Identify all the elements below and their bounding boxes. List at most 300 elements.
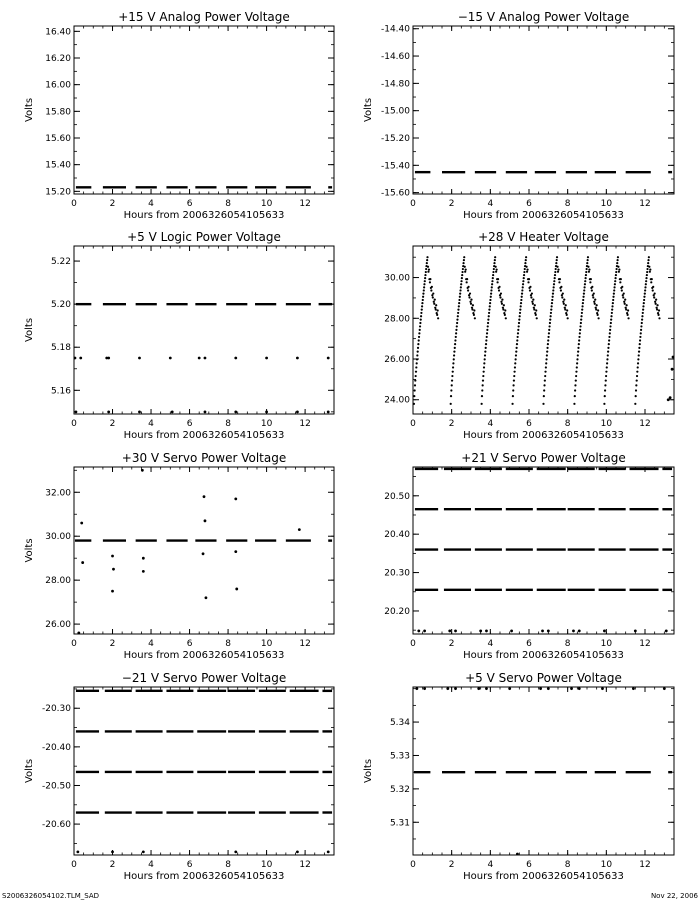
data-point — [583, 286, 585, 288]
data-point — [596, 304, 598, 306]
data-point — [460, 280, 462, 282]
y-tick-label: 5.16 — [50, 386, 71, 397]
data-point — [265, 357, 268, 360]
data-point — [542, 403, 544, 405]
data-point — [572, 630, 575, 633]
data-point — [636, 379, 638, 381]
data-point — [494, 259, 496, 261]
data-point — [434, 299, 436, 301]
data-point — [616, 262, 618, 264]
data-point — [555, 268, 557, 270]
data-point — [528, 278, 530, 280]
data-point — [427, 271, 429, 273]
data-point — [669, 396, 672, 399]
data-point — [646, 274, 648, 276]
data-point — [607, 354, 609, 356]
data-point — [459, 296, 461, 298]
x-tick-label: 2 — [109, 199, 116, 209]
data-point — [532, 299, 534, 301]
data-point — [141, 469, 144, 472]
x-tick-label: 12 — [639, 199, 651, 209]
data-point — [482, 379, 484, 381]
data-point — [435, 308, 437, 310]
data-point — [647, 259, 649, 261]
x-tick-label: 12 — [639, 860, 651, 870]
data-point — [204, 410, 207, 413]
data-point — [417, 630, 420, 633]
x-axis-label: Hours from 2006326054105633 — [463, 650, 624, 661]
data-point — [527, 281, 529, 283]
data-point — [587, 256, 589, 258]
data-point — [235, 588, 238, 591]
data-point — [523, 274, 525, 276]
data-point — [529, 289, 531, 291]
x-tick-label: 10 — [600, 860, 613, 870]
data-point — [504, 314, 506, 316]
data-point — [575, 371, 577, 373]
data-point — [522, 286, 524, 288]
data-point — [656, 307, 658, 309]
data-point — [489, 302, 491, 304]
data-point — [521, 296, 523, 298]
data-point — [576, 362, 578, 364]
data-point — [556, 266, 558, 268]
data-point — [327, 357, 330, 360]
data-point — [422, 299, 424, 301]
data-point — [512, 384, 514, 386]
x-tick-label: 6 — [186, 419, 193, 429]
y-tick-label: -15.00 — [380, 106, 410, 117]
data-point — [512, 389, 514, 391]
data-point — [454, 343, 456, 345]
chart-title: +5 V Logic Power Voltage — [127, 230, 281, 244]
data-point — [413, 403, 415, 405]
data-point — [545, 362, 547, 364]
y-tick-label: 30.00 — [384, 273, 410, 284]
data-point — [547, 630, 550, 633]
data-point — [470, 303, 472, 305]
data-point — [619, 281, 621, 283]
data-point — [486, 332, 488, 334]
data-point — [504, 309, 506, 311]
y-tick-label: 15.60 — [45, 134, 71, 144]
data-point — [459, 292, 461, 294]
data-point — [671, 368, 674, 371]
data-point — [556, 259, 558, 261]
data-point — [593, 301, 595, 303]
x-tick-label: 2 — [109, 639, 116, 649]
x-tick-label: 2 — [448, 860, 455, 870]
data-point — [489, 299, 491, 301]
data-point — [491, 283, 493, 285]
y-tick-label: 5.31 — [389, 818, 410, 829]
data-point — [418, 339, 420, 341]
y-tick-label: 32.00 — [45, 488, 71, 499]
data-point — [486, 329, 488, 331]
data-point — [551, 305, 553, 307]
data-point — [107, 410, 110, 413]
data-point — [413, 395, 415, 397]
data-point — [578, 336, 580, 338]
data-point — [431, 286, 433, 288]
data-point — [198, 357, 201, 360]
chart-panel-1 — [24, 10, 334, 221]
data-point — [487, 325, 489, 327]
x-tick-label: 2 — [448, 419, 455, 429]
data-point — [541, 630, 544, 633]
chart-panel-5 — [24, 451, 334, 661]
data-point — [515, 358, 517, 360]
data-point — [576, 358, 578, 360]
data-point — [422, 292, 424, 294]
data-point — [485, 343, 487, 345]
data-point — [489, 305, 491, 307]
data-point — [415, 371, 417, 373]
data-point — [516, 343, 518, 345]
data-point — [523, 277, 525, 279]
y-tick-label: 5.22 — [50, 257, 71, 268]
data-point — [548, 332, 550, 334]
data-point — [485, 687, 488, 690]
data-point — [469, 301, 471, 303]
data-point — [450, 395, 452, 397]
y-tick-label: 5.32 — [389, 784, 410, 795]
x-tick-label: 0 — [410, 419, 416, 429]
data-point — [464, 266, 466, 268]
data-point — [605, 379, 607, 381]
data-point — [432, 292, 434, 294]
data-point — [487, 319, 489, 321]
y-tick-label: 20.50 — [384, 491, 410, 502]
data-point — [433, 303, 435, 305]
data-point — [543, 389, 545, 391]
data-point — [418, 336, 420, 338]
data-point — [551, 302, 553, 304]
x-tick-label: 4 — [148, 860, 154, 870]
data-point — [496, 268, 498, 270]
data-point — [502, 308, 504, 310]
data-point — [560, 286, 562, 288]
data-point — [623, 301, 625, 303]
data-point — [606, 358, 608, 360]
data-point — [513, 371, 515, 373]
data-point — [457, 309, 459, 311]
data-point — [586, 268, 588, 270]
data-point — [517, 329, 519, 331]
x-tick-label: 10 — [260, 639, 273, 649]
data-point — [604, 389, 606, 391]
data-point — [612, 296, 614, 298]
data-point — [515, 354, 517, 356]
footer-file-label: S2006326054102.TLM_SAD — [2, 892, 100, 900]
data-point — [462, 262, 464, 264]
data-point — [563, 303, 565, 305]
data-point — [525, 266, 527, 268]
data-point — [547, 343, 549, 345]
data-point — [622, 296, 624, 298]
data-point — [642, 312, 644, 314]
data-point — [636, 371, 638, 373]
data-point — [523, 271, 525, 273]
data-point — [611, 309, 613, 311]
data-point — [609, 325, 611, 327]
data-point — [643, 299, 645, 301]
data-point — [642, 309, 644, 311]
footer-date-label: Nov 22, 2006 — [650, 892, 698, 900]
data-point — [648, 266, 650, 268]
data-point — [485, 347, 487, 349]
data-point — [490, 292, 492, 294]
data-point — [436, 314, 438, 316]
data-point — [616, 259, 618, 261]
y-tick-label: 20.40 — [384, 530, 410, 541]
data-point — [414, 384, 416, 386]
data-point — [594, 303, 596, 305]
data-point — [75, 410, 78, 413]
data-point — [459, 289, 461, 291]
data-point — [414, 389, 416, 391]
data-point — [499, 296, 501, 298]
data-point — [610, 322, 612, 324]
data-point — [420, 312, 422, 314]
data-point — [639, 339, 641, 341]
y-tick-label: -14.60 — [380, 52, 410, 63]
x-tick-label: 12 — [639, 419, 651, 429]
data-point — [415, 687, 418, 690]
data-point — [138, 410, 141, 413]
data-point — [644, 292, 646, 294]
y-axis-label: Volts — [24, 758, 35, 784]
data-point — [650, 281, 652, 283]
data-point — [611, 312, 613, 314]
y-tick-label: 5.20 — [50, 300, 71, 311]
x-tick-label: 8 — [225, 419, 231, 429]
data-point — [204, 519, 207, 522]
data-point — [423, 283, 425, 285]
data-point — [522, 283, 524, 285]
data-point — [501, 303, 503, 305]
data-point — [482, 384, 484, 386]
data-point — [546, 351, 548, 353]
data-point — [613, 292, 615, 294]
data-point — [112, 568, 115, 571]
data-point — [561, 296, 563, 298]
data-point — [627, 314, 629, 316]
data-point — [550, 312, 552, 314]
data-point — [584, 280, 586, 282]
data-point — [521, 289, 523, 291]
data-point — [655, 303, 657, 305]
x-tick-label: 8 — [564, 860, 571, 870]
data-point — [588, 268, 590, 270]
data-point — [603, 630, 606, 633]
data-point — [510, 630, 513, 633]
y-tick-label: 5.34 — [389, 718, 410, 729]
data-point — [435, 304, 437, 306]
x-tick-label: 6 — [526, 860, 532, 870]
data-point — [500, 292, 502, 294]
data-point — [446, 687, 449, 690]
y-tick-label: 26.00 — [45, 620, 71, 631]
x-axis-label: Hours from 2006326054105633 — [123, 650, 285, 661]
data-point — [625, 308, 627, 310]
data-point — [608, 336, 610, 338]
data-point — [513, 375, 515, 377]
data-point — [548, 329, 550, 331]
x-tick-label: 4 — [487, 860, 494, 870]
chart-panel-7 — [24, 671, 334, 882]
data-point — [526, 271, 528, 273]
y-axis-label: Volts — [24, 538, 35, 563]
data-point — [512, 395, 514, 397]
data-point — [417, 351, 419, 353]
data-point — [646, 271, 648, 273]
data-point — [298, 528, 301, 531]
data-point — [455, 332, 457, 334]
data-point — [544, 375, 546, 377]
data-point — [502, 307, 504, 309]
data-point — [543, 395, 545, 397]
data-point — [452, 366, 454, 368]
x-tick-label: 8 — [564, 199, 571, 209]
data-point — [421, 309, 423, 311]
data-point — [77, 632, 80, 635]
data-point — [427, 266, 429, 268]
data-point — [513, 379, 515, 381]
data-point — [581, 312, 583, 314]
data-point — [432, 296, 434, 298]
data-point — [546, 347, 548, 349]
data-point — [636, 375, 638, 377]
data-point — [481, 403, 483, 405]
data-point — [604, 395, 606, 397]
data-point — [460, 286, 462, 288]
data-point — [485, 630, 488, 633]
data-point — [503, 304, 505, 306]
data-point — [483, 362, 485, 364]
data-point — [613, 286, 615, 288]
data-point — [637, 362, 639, 364]
data-point — [552, 296, 554, 298]
data-point — [470, 299, 472, 301]
plot-frame — [74, 26, 334, 194]
data-point — [635, 389, 637, 391]
data-point — [605, 375, 607, 377]
data-point — [296, 410, 299, 413]
x-tick-label: 2 — [448, 639, 455, 649]
data-point — [547, 687, 550, 690]
data-point — [651, 278, 653, 280]
data-point — [545, 366, 547, 368]
data-point — [454, 630, 457, 633]
y-tick-label: -20.60 — [41, 820, 71, 831]
data-point — [490, 296, 492, 298]
data-point — [643, 302, 645, 304]
data-point — [554, 274, 556, 276]
data-point — [576, 366, 578, 368]
chart-title: −21 V Servo Power Voltage — [121, 671, 287, 685]
data-point — [654, 301, 656, 303]
x-tick-label: 6 — [526, 419, 532, 429]
data-point — [597, 314, 599, 316]
data-point — [566, 314, 568, 316]
y-axis-label: Volts — [363, 758, 374, 784]
data-point — [549, 319, 551, 321]
data-point — [419, 329, 421, 331]
data-point — [462, 268, 464, 270]
data-point — [461, 274, 463, 276]
x-tick-label: 4 — [148, 639, 154, 649]
y-tick-label: -14.80 — [380, 79, 410, 90]
data-point — [612, 299, 614, 301]
y-tick-label: 16.20 — [45, 54, 71, 64]
data-point — [453, 351, 455, 353]
x-tick-label: 4 — [148, 199, 154, 209]
data-point — [608, 339, 610, 341]
data-point — [551, 299, 553, 301]
data-point — [76, 851, 79, 854]
data-point — [564, 308, 566, 310]
data-point — [426, 256, 428, 258]
data-point — [617, 266, 619, 268]
data-point — [644, 289, 646, 291]
data-point — [614, 280, 616, 282]
data-point — [520, 305, 522, 307]
data-point — [531, 301, 533, 303]
x-tick-label: 10 — [600, 639, 613, 649]
data-point — [554, 277, 556, 279]
data-point — [587, 266, 589, 268]
data-point — [574, 395, 576, 397]
y-tick-label: 28.00 — [384, 314, 410, 325]
data-point — [535, 314, 537, 316]
data-point — [587, 259, 589, 261]
data-point — [625, 307, 627, 309]
data-point — [505, 317, 507, 319]
data-point — [486, 336, 488, 338]
data-point — [414, 379, 416, 381]
x-tick-label: 12 — [639, 639, 651, 649]
data-point — [80, 522, 83, 525]
data-layer — [74, 304, 333, 413]
data-point — [560, 289, 562, 291]
y-tick-label: 30.00 — [45, 532, 71, 543]
data-point — [536, 317, 538, 319]
data-point — [204, 357, 207, 360]
data-point — [612, 302, 614, 304]
data-point — [492, 277, 494, 279]
x-tick-label: 6 — [526, 639, 532, 649]
data-point — [518, 322, 520, 324]
data-point — [423, 289, 425, 291]
data-point — [550, 315, 552, 317]
data-point — [640, 329, 642, 331]
data-point — [429, 281, 431, 283]
data-point — [517, 332, 519, 334]
plot-frame — [74, 467, 334, 634]
data-point — [482, 375, 484, 377]
data-point — [570, 687, 573, 690]
data-point — [547, 336, 549, 338]
data-point — [421, 302, 423, 304]
x-tick-label: 10 — [260, 860, 273, 870]
data-point — [549, 322, 551, 324]
y-tick-label: 28.00 — [45, 576, 71, 587]
data-point — [454, 347, 456, 349]
data-point — [520, 302, 522, 304]
data-point — [634, 403, 636, 405]
data-point — [594, 299, 596, 301]
